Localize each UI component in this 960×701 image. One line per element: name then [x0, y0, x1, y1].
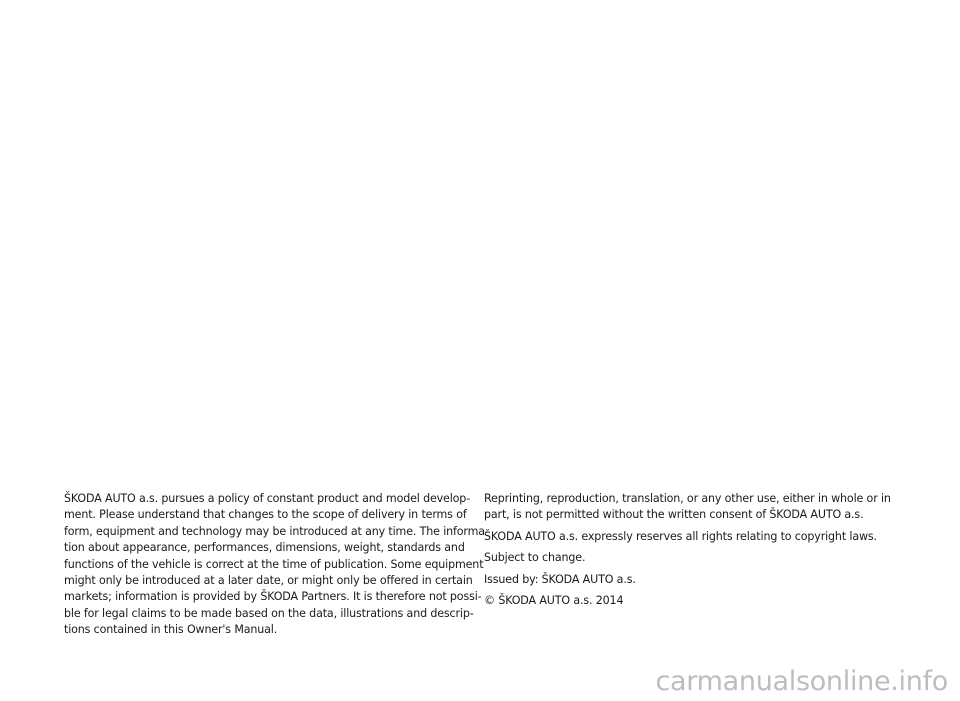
- text-line: ŠKODA AUTO a.s. pursues a policy of constant product and model develop-: [64, 492, 471, 505]
- text-line: might only be introduced at a later date, or might only be offered in certain: [64, 574, 473, 588]
- text-line: ment. Please understand that changes to the scope of delivery in terms of: [64, 508, 467, 522]
- issuer-paragraph: [484, 572, 884, 588]
- text-line: Subject to change.: [484, 551, 586, 565]
- subject-to-change-paragraph: [484, 550, 884, 566]
- legal-notice-column-left: [64, 491, 489, 644]
- text-line: markets; information is provided by ŠKODA Partners. It is therefore not possi-: [64, 590, 482, 604]
- legal-notice-column-right: [484, 491, 891, 614]
- source-watermark: carmanualsonline.info: [655, 666, 948, 697]
- text-line: © ŠKODA AUTO a.s. 2014: [484, 594, 624, 608]
- text-line: form, equipment and technology may be introduced at any time. The informa-: [64, 524, 489, 538]
- text-line: Reprinting, reproduction, translation, or any other use, either in whole or in: [484, 492, 891, 505]
- text-line: functions of the vehicle is correct at the time of publication. Some equipment: [64, 557, 484, 571]
- text-line: part, is not permitted without the written consent of ŠKODA AUTO a.s.: [484, 508, 864, 522]
- text-line: ble for legal claims to be made based on the data, illustrations and descrip-: [64, 606, 474, 620]
- text-line: tions contained in this Owner's Manual.: [64, 623, 278, 637]
- text-line: Issued by: ŠKODA AUTO a.s.: [484, 572, 636, 586]
- copyright-rights-paragraph: [484, 529, 884, 545]
- text-line: ŠKODA AUTO a.s. expressly reserves all rights relating to copyright laws.: [484, 529, 877, 543]
- copyright-year-paragraph: [484, 593, 884, 609]
- reprint-notice-paragraph: [484, 491, 891, 524]
- product-policy-paragraph: [64, 491, 489, 639]
- text-line: tion about appearance, performances, dimensions, weight, standards and: [64, 541, 465, 555]
